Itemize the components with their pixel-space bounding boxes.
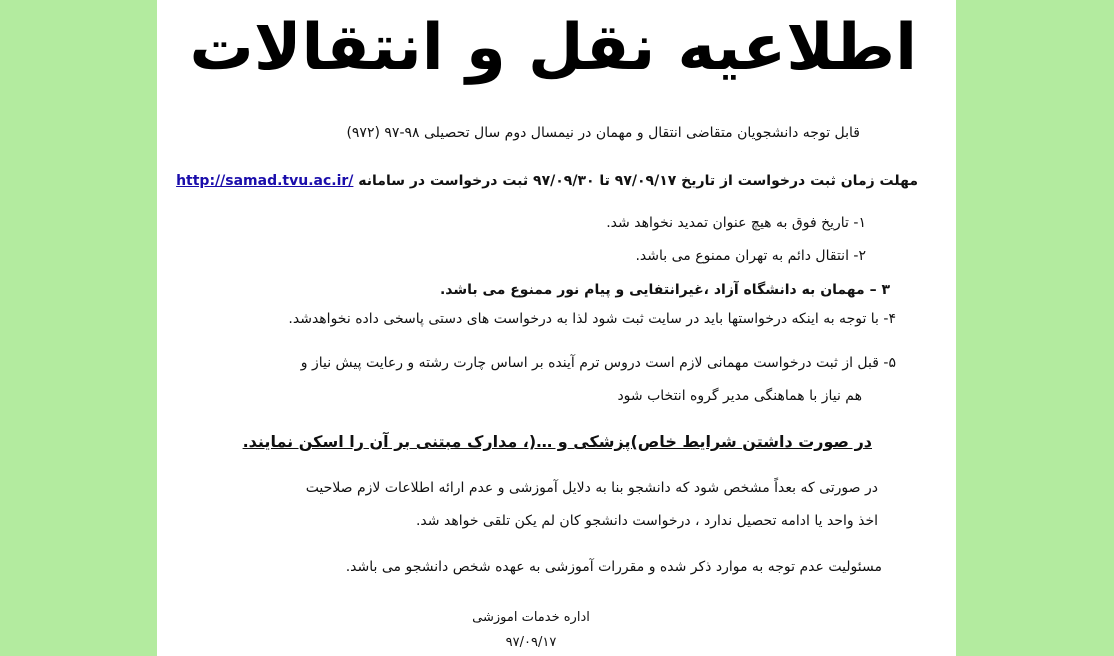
- signature-date: ۹۷/۰۹/۱۷: [505, 635, 557, 650]
- list-item-5-continued: هم نیاز با هماهنگی مدیر گروه انتخاب شود: [617, 388, 862, 404]
- list-item-2: ۲- انتقال دائم به تهران ممنوع می باشد.: [635, 248, 866, 264]
- samad-link[interactable]: http://samad.tvu.ac.ir/: [176, 173, 354, 189]
- notice-intro: قابل توجه دانشجویان متقاضی انتقال و مهمان در نیمسال دوم سال تحصیلی ۹۸-۹۷ (۹۷۲): [346, 125, 860, 141]
- notice-title: اطلاعیه نقل و انتقالات: [189, 11, 917, 85]
- special-conditions-heading: در صورت داشتن شرایط خاص)پزشکی و …(، مدارک مبتنی بر آن را اسکن نمایند.: [242, 432, 872, 451]
- deadline-line: [176, 170, 918, 192]
- deadline-text: مهلت زمان ثبت درخواست از تاریخ ۹۷/۰۹/۱۷ تا ۹۷/۰۹/۳۰ ثبت درخواست در سامانه: [358, 173, 918, 189]
- signature-office: اداره خدمات اموزشی: [472, 610, 590, 625]
- list-item-5: ۵- قبل از ثبت درخواست مهمانی لازم است دروس ترم آینده بر اساس چارت رشته و رعایت پیش نیاز و: [300, 355, 896, 371]
- paragraph-1-line-2: اخذ واحد یا ادامه تحصیل ندارد ، درخواست دانشجو کان لم یکن تلقی خواهد شد.: [415, 513, 878, 529]
- paragraph-1-line-1: در صورتی که بعداً مشخص شود که دانشجو بنا به دلایل آموزشی و عدم ارائه اطلاعات لازم صلاحیت: [305, 480, 878, 496]
- paragraph-2: مسئولیت عدم توجه به موارد ذکر شده و مقررات آموزشی به عهده شخص دانشجو می باشد.: [345, 559, 882, 575]
- list-item-1: ۱- تاریخ فوق به هیچ عنوان تمدید نخواهد شد.: [606, 215, 866, 231]
- list-item-4: ۴- با توجه به اینکه درخواستها باید در سایت ثبت شود لذا به درخواست های دستی پاسخی داده نخواهدشد.: [288, 311, 896, 327]
- notice-sheet: [157, 0, 956, 656]
- list-item-3: ۳ – مهمان به دانشگاه آزاد ،غیرانتفایی و پیام نور ممنوع می باشد.: [439, 282, 890, 298]
